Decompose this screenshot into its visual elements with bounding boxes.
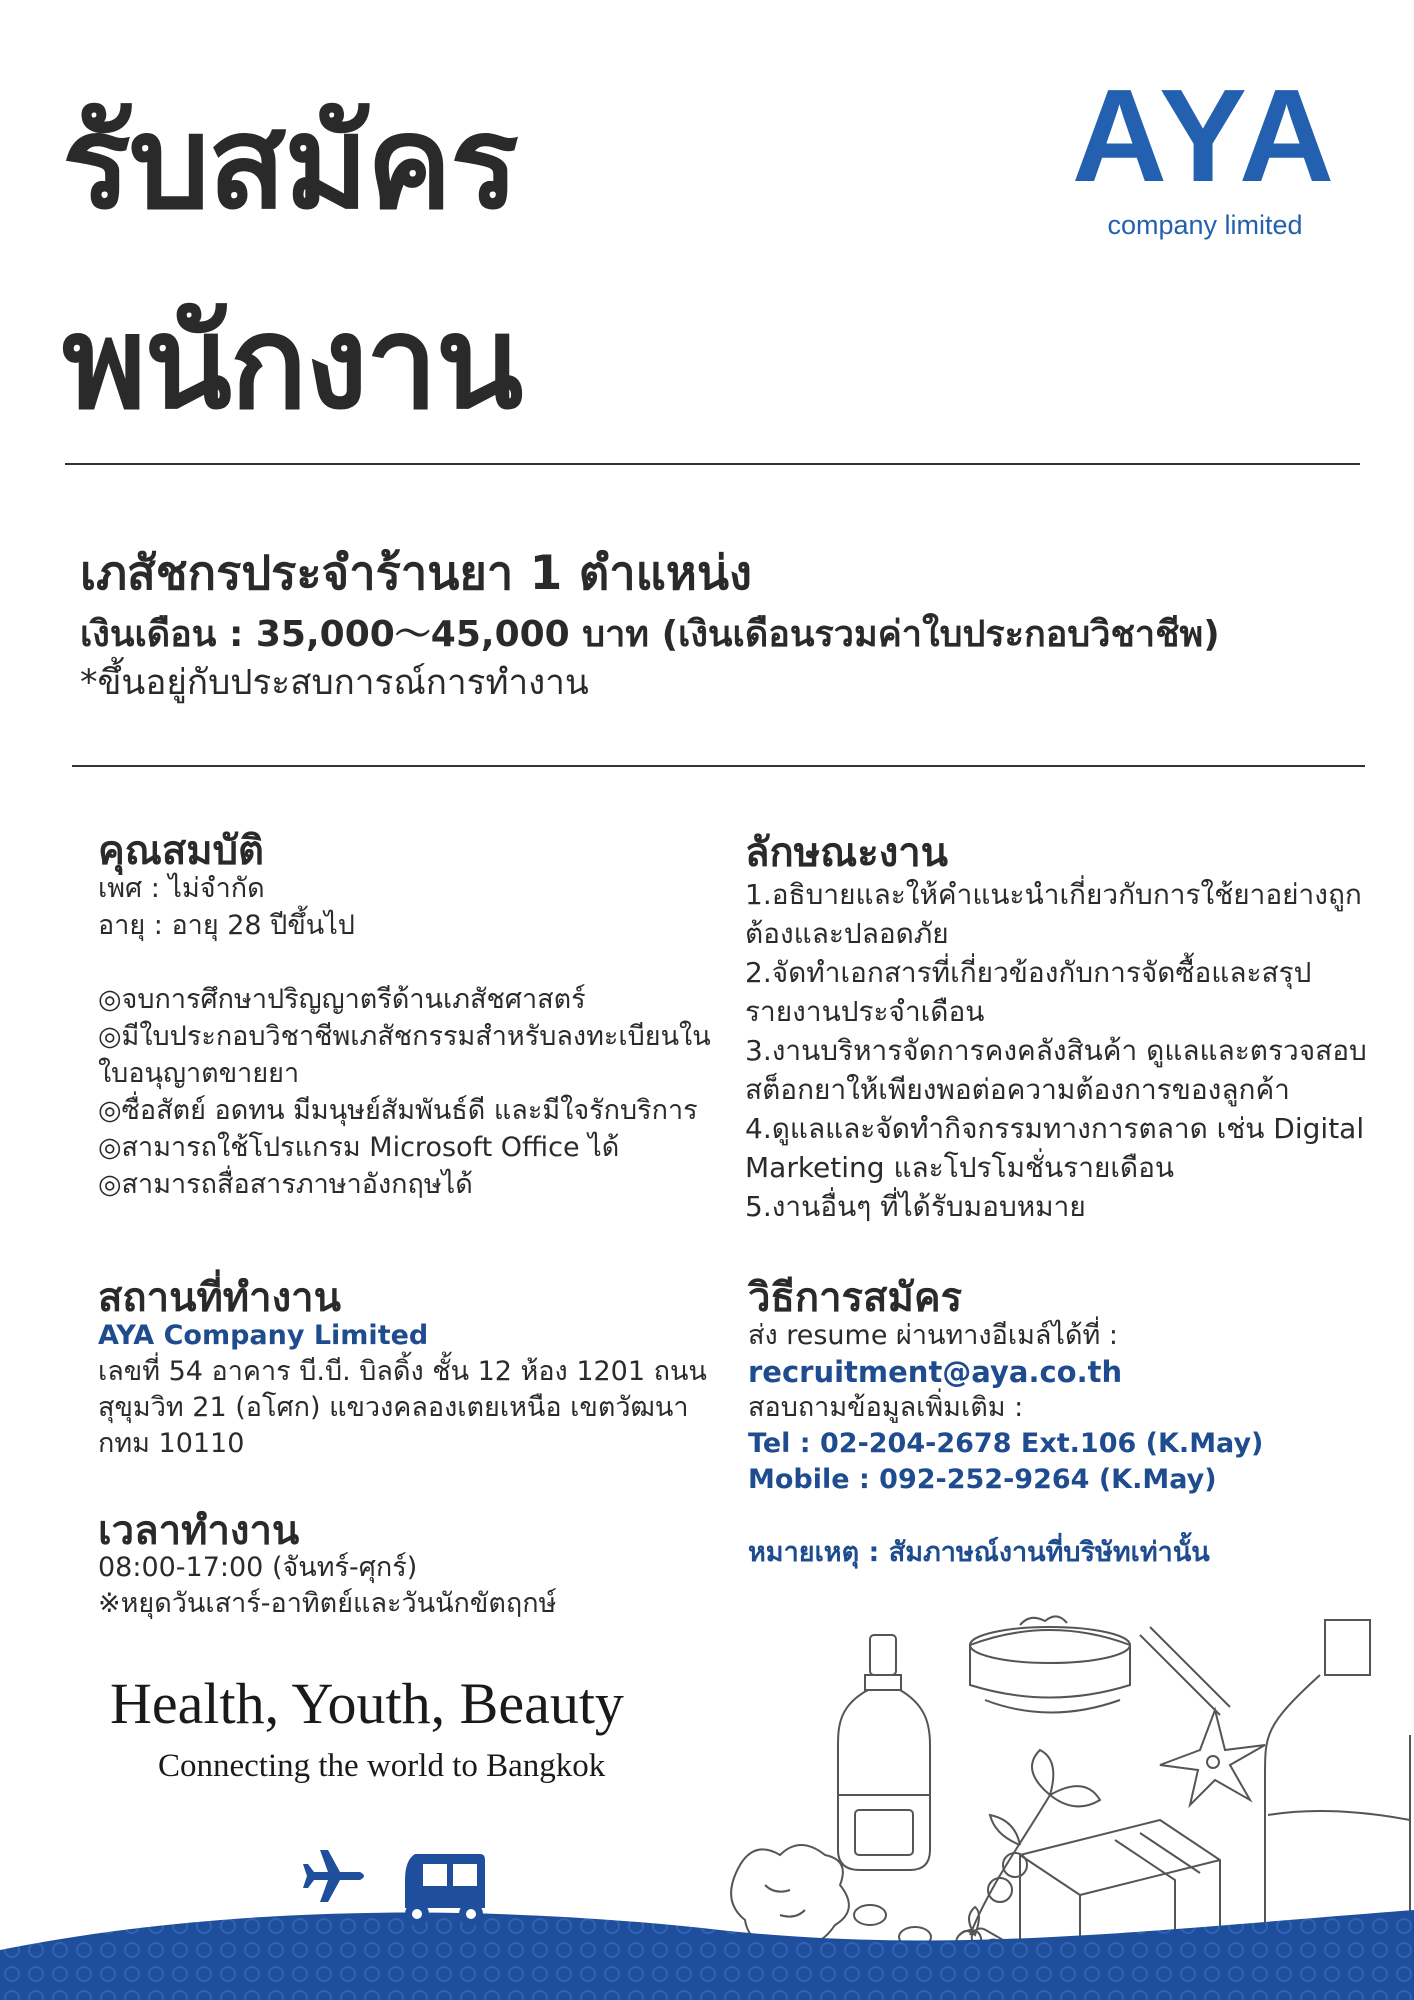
duty-line: 2.จัดทำเอกสารที่เกี่ยวข้องกับการจัดซื้อและสรุป bbox=[745, 956, 1312, 989]
location-heading: สถานที่ทำงาน bbox=[98, 1275, 341, 1321]
duty-line: 3.งานบริหารจัดการคงคลังสินค้า ดูแลและตรวจสอบ bbox=[745, 1034, 1367, 1067]
logo-subtext: company limited bbox=[1107, 210, 1303, 240]
duty-line: Marketing และโปรโมชั่นรายเดือน bbox=[745, 1151, 1175, 1184]
divider-top bbox=[65, 463, 1360, 465]
tel-number[interactable]: Tel : 02-204-2678 Ext.106 (K.May) bbox=[748, 1428, 1264, 1459]
hours-details bbox=[98, 1550, 738, 1622]
tuktuk-icon bbox=[395, 1850, 490, 1930]
duty-line: 4.ดูแลและจัดทำกิจกรรมทางการตลาด เช่น Digital bbox=[745, 1112, 1365, 1145]
qualification-item: ◎สามารถสื่อสารภาษาอังกฤษได้ bbox=[98, 1169, 473, 1200]
page-title-line2: พนักงาน bbox=[62, 289, 522, 438]
qualification-item: ◎มีใบประกอบวิชาชีพเภสัชกรรมสำหรับลงทะเบียนใน bbox=[98, 1021, 711, 1052]
qualification-age: อายุ : อายุ 28 ปีขึ้นไป bbox=[98, 910, 355, 941]
duties-heading: ลักษณะงาน bbox=[745, 830, 949, 876]
hours-heading: เวลาทำงาน bbox=[98, 1508, 300, 1554]
qualifications-heading: คุณสมบัติ bbox=[98, 828, 265, 874]
duties-list bbox=[745, 875, 1405, 1226]
salary-note: *ขึ้นอยู่กับประสบการณ์การทำงาน bbox=[80, 663, 589, 703]
job-position: เภสัชกรประจำร้านยา 1 ตำแหน่ง bbox=[80, 546, 752, 601]
location-details bbox=[98, 1318, 738, 1462]
page-title-line1: รับสมัคร bbox=[62, 89, 517, 238]
qualification-gender: เพศ : ไม่จำกัด bbox=[98, 873, 265, 904]
inquiry-label: สอบถามข้อมูลเพิ่มเติม : bbox=[748, 1392, 1024, 1423]
company-logo bbox=[1040, 62, 1370, 241]
qualification-item: ◎จบการศึกษาปริญญาตรีด้านเภสัชศาสตร์ bbox=[98, 984, 586, 1015]
remark-note: หมายเหตุ : สัมภาษณ์งานที่บริษัทเท่านั้น bbox=[748, 1537, 1210, 1568]
address-line: กทม 10110 bbox=[98, 1428, 245, 1459]
divider-middle bbox=[72, 765, 1365, 767]
footer-slogan: Health, Youth, Beauty bbox=[110, 1671, 624, 1736]
job-salary: เงินเดือน : 35,000〜45,000 บาท (เงินเดือนรวมค่าใบประกอบวิชาชีพ) bbox=[80, 614, 1220, 655]
duty-line: รายงานประจำเดือน bbox=[745, 995, 985, 1028]
qualifications-list bbox=[98, 870, 738, 1203]
duty-line: สต็อกยาให้เพียงพอต่อความต้องการของลูกค้า bbox=[745, 1073, 1290, 1106]
plane-icon bbox=[300, 1842, 370, 1912]
mobile-number[interactable]: Mobile : 092-252-9264 (K.May) bbox=[748, 1464, 1217, 1495]
email-link[interactable]: recruitment@aya.co.th bbox=[748, 1355, 1123, 1389]
duty-line: 5.งานอื่นๆ ที่ได้รับมอบหมาย bbox=[745, 1190, 1086, 1223]
qualification-item: ◎สามารถใช้โปรแกรม Microsoft Office ได้ bbox=[98, 1132, 620, 1163]
apply-details bbox=[748, 1318, 1388, 1571]
qualification-item: ◎ซื่อสัตย์ อดทน มีมนุษย์สัมพันธ์ดี และมีใจรักบริการ bbox=[98, 1095, 698, 1126]
duty-line: ต้องและปลอดภัย bbox=[745, 917, 949, 950]
footer-wave bbox=[0, 1890, 1414, 2000]
holiday-note: ※หยุดวันเสาร์-อาทิตย์และวันนักขัตฤกษ์ bbox=[98, 1588, 557, 1619]
qualification-item: ใบอนุญาตขายยา bbox=[98, 1058, 300, 1089]
address-line: เลขที่ 54 อาคาร บี.บี. บิลดิ้ง ชั้น 12 ห้อง 1201 ถนน bbox=[98, 1356, 707, 1387]
company-name: AYA Company Limited bbox=[98, 1320, 429, 1351]
send-resume-label: ส่ง resume ผ่านทางอีเมล์ได้ที่ : bbox=[748, 1320, 1118, 1351]
apply-heading: วิธีการสมัคร bbox=[748, 1275, 963, 1321]
footer-tagline: Connecting the world to Bangkok bbox=[158, 1748, 606, 1784]
working-time: 08:00-17:00 (จันทร์-ศุกร์) bbox=[98, 1552, 418, 1583]
duty-line: 1.อธิบายและให้คำแนะนำเกี่ยวกับการใช้ยาอย่างถูก bbox=[745, 878, 1362, 911]
address-line: สุขุมวิท 21 (อโศก) แขวงคลองเตยเหนือ เขตวัฒนา bbox=[98, 1392, 689, 1423]
logo-text: AYA bbox=[1071, 62, 1339, 209]
